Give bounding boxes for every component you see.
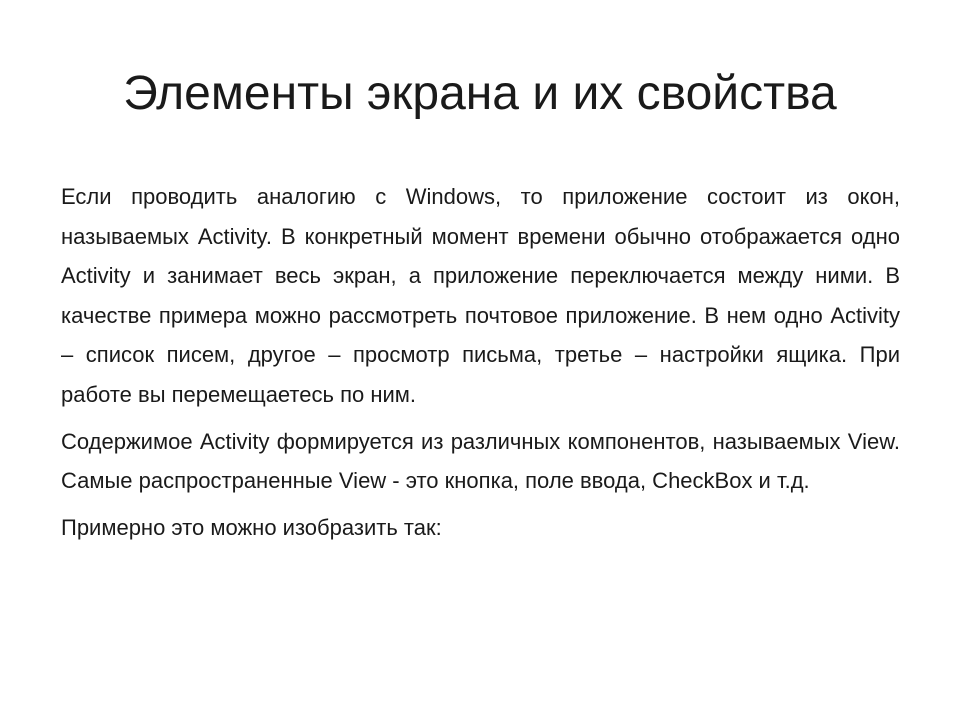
slide-body — [61, 177, 900, 554]
paragraph-activity: Если проводить аналогию с Windows, то приложение состоит из окон, называемых Activity. В конкретный момент времени обычно отображается одно Activity и занимает весь экран, а приложение переключается между ними. В качестве примера можно рассмотреть почтовое приложение. В нем одно Activity – список писем, другое – просмотр письма, третье – настройки ящика. При работе вы перемещаетесь по ним. — [61, 184, 900, 407]
slide-title: Элементы экрана и их свойства — [123, 67, 837, 120]
paragraph-view: Содержимое Activity формируется из различных компонентов, называемых View. Самые распространенные View - это кнопка, поле ввода, CheckBox и т.д. — [61, 428, 900, 494]
paragraph-illustration-intro: Примерно это можно изобразить так: — [61, 514, 442, 540]
